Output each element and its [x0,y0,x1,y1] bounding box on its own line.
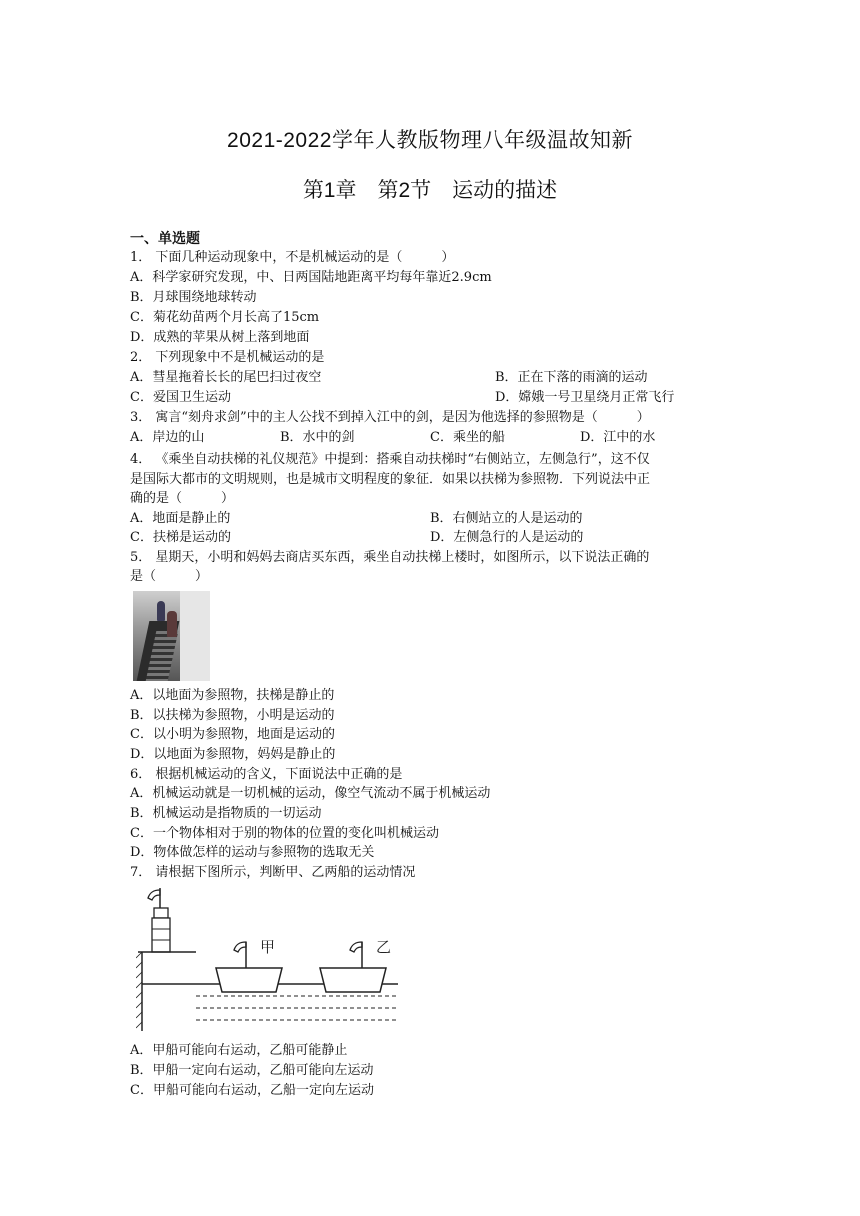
question-5-stem-line-2: 是（ ） [130,569,209,584]
question-6-option-b: B．机械运动是指物质的一切运动 [130,806,322,821]
question-1-option-a: A．科学家研究发现，中、日两国陆地距离平均每年靠近2.9cm [130,270,492,285]
question-1-option-d: D．成熟的苹果从树上落到地面 [130,330,310,345]
question-4-stem-line-1: 4． 《乘坐自动扶梯的礼仪规范》中提到：搭乘自动扶梯时“右侧站立，左侧急行”，这不仅 [130,452,650,467]
question-1-option-c: C．菊花幼苗两个月长高了15cm [130,310,320,325]
question-1-option-b: B．月球围绕地球转动 [130,290,257,305]
question-3-option-d: D．江中的水 [580,430,656,445]
question-5-option-a: A．以地面为参照物，扶梯是静止的 [130,688,335,703]
question-5-stem-line-1: 5． 星期天，小明和妈妈去商店买东西，乘坐自动扶梯上楼时，如图所示，以下说法正确的 [130,550,650,565]
shore-flag [148,890,160,900]
document-subtitle: 第1章 第2节 运动的描述 [302,179,558,202]
boat-jia [216,968,282,992]
question-7-option-b: B．甲船一定向右运动，乙船可能向左运动 [130,1063,374,1078]
question-2-option-c: C．爱国卫生运动 [130,390,231,405]
question-4-option-c: C．扶梯是运动的 [130,530,231,545]
question-6-option-d: D．物体做怎样的运动与参照物的选取无关 [130,845,375,860]
label-jia: 甲 [260,938,276,956]
escalator-photo [133,591,210,681]
question-7-option-c: C．甲船可能向右运动，乙船一定向左运动 [130,1083,374,1098]
document-title: 2021-2022学年人教版物理八年级温故知新 [227,129,633,152]
question-3-option-c: C．乘坐的船 [430,430,505,445]
question-4-stem-line-2: 是国际大都市的文明规则，也是城市文明程度的象征．如果以扶梯为参照物．下列说法中正 [130,472,651,487]
question-7-option-a: A．甲船可能向右运动，乙船可能静止 [130,1043,348,1058]
question-2-option-b: B．正在下落的雨滴的运动 [495,370,648,385]
boats-diagram [136,886,406,1036]
question-5-option-b: B．以扶梯为参照物，小明是运动的 [130,708,335,723]
question-6-option-c: C．一个物体相对于别的物体的位置的变化叫机械运动 [130,826,439,841]
question-2-option-d: D．嫦娥一号卫星绕月正常飞行 [495,390,675,405]
question-3-stem: 3． 寓言“刻舟求剑”中的主人公找不到掉入江中的剑，是因为他选择的参照物是（ ） [130,410,650,425]
question-2-option-a: A．彗星拖着长长的尾巴扫过夜空 [130,370,322,385]
question-3-option-b: B．水中的剑 [280,430,355,445]
boat-yi-flag [350,942,362,952]
question-5-option-c: C．以小明为参照物，地面是运动的 [130,727,335,742]
boat-yi [320,968,386,992]
section-heading: 一、单选题 [130,231,200,247]
question-1-stem: 1． 下面几种运动现象中，不是机械运动的是（ ） [130,250,455,265]
boat-jia-flag [234,942,246,952]
question-6-option-a: A．机械运动就是一切机械的运动，像空气流动不属于机械运动 [130,786,491,801]
question-4-stem-line-3: 确的是（ ） [130,491,235,506]
question-6-stem: 6． 根据机械运动的含义，下面说法中正确的是 [130,767,403,782]
question-4-option-d: D．左侧急行的人是运动的 [430,530,584,545]
question-4-option-a: A．地面是静止的 [130,511,231,526]
question-7-stem: 7． 请根据下图所示，判断甲、乙两船的运动情况 [130,865,416,880]
label-yi: 乙 [376,938,392,956]
question-4-option-b: B．右侧站立的人是运动的 [430,511,583,526]
question-5-option-d: D．以地面为参照物，妈妈是静止的 [130,747,336,762]
question-3-option-a: A．岸边的山 [130,430,205,445]
question-2-stem: 2． 下列现象中不是机械运动的是 [130,350,325,365]
shore-tower [152,918,170,952]
